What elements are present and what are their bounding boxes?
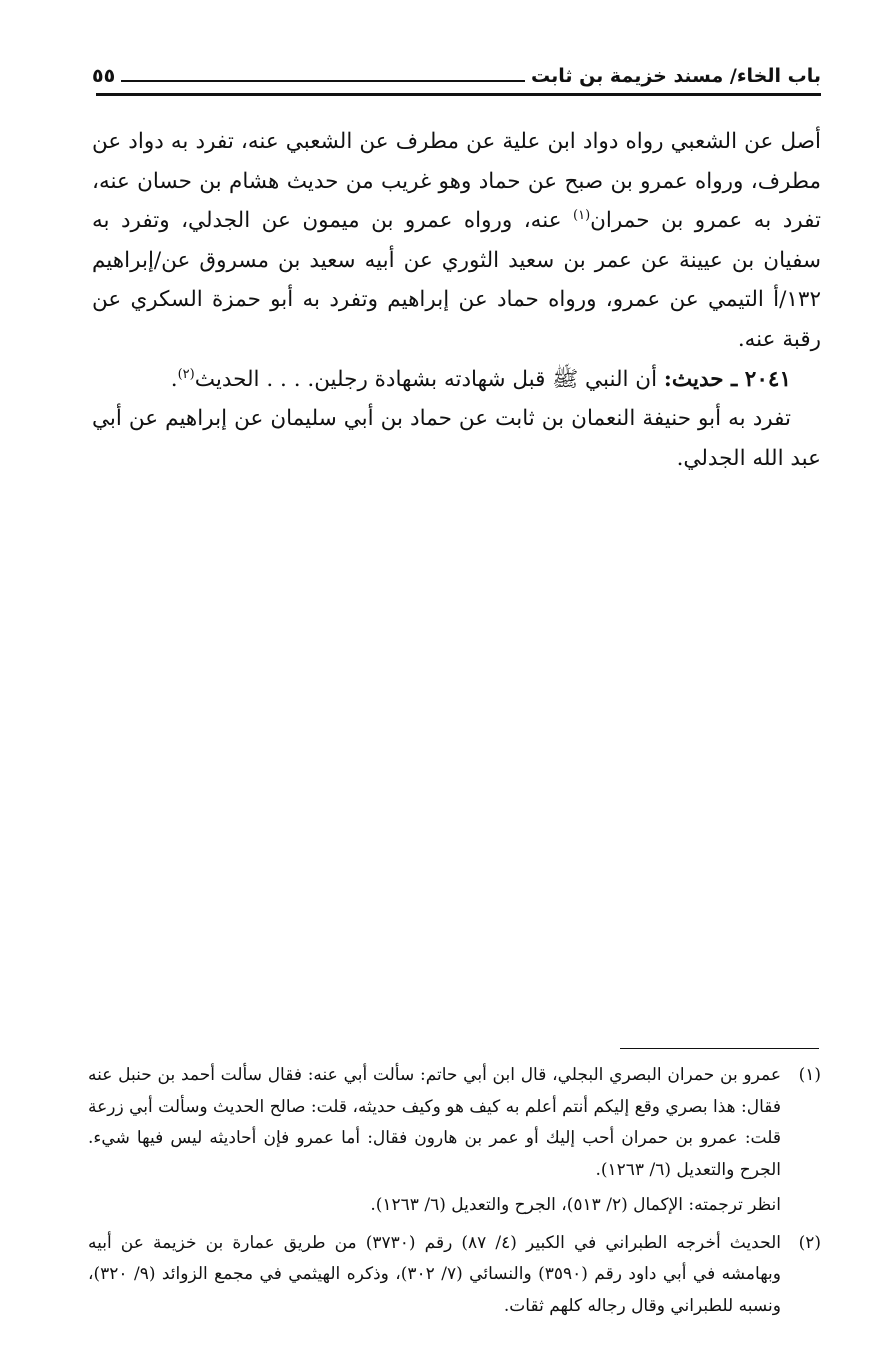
footnote-ref-2[interactable]: (٢) — [177, 366, 195, 382]
header-divider — [96, 93, 821, 96]
footnote-1 — [88, 1060, 821, 1186]
footnotes — [88, 1060, 821, 1322]
footnote-number: (٢) — [798, 1232, 821, 1253]
hadith-end: . — [170, 366, 178, 392]
hadith-entry — [92, 360, 821, 400]
running-header — [92, 52, 821, 88]
paragraph-text: أصل عن الشعبي رواه دواد ابن علية عن مطرف عن الشعبي عنه، تفرد به دواد عن مطرف، ورواه عمرو بن صبح عن حماد وهو غريب من حديث هشام بن حسان عنه، تفرد به عمرو بن حمران — [92, 129, 821, 234]
footnote-number: (١) — [798, 1065, 821, 1085]
hadith-number: ٢٠٤١ ـ حديث: — [663, 366, 791, 392]
hadith-text: أن النبي ﷺ قبل شهادته بشهادة رجلين. . . . الحديث — [194, 366, 664, 392]
footnote-text: عمرو بن حمران البصري البجلي، قال ابن أبي حاتم: سألت أبي عنه: فقال سألت أحمد بن حنبل عنه فقال: هذا بصري وقع إليكم أنتم أعلم به كيف هو وكيف حديثه، قلت: صالح الحديث وسألت أبي زرعة قلت: عمرو بن حمران أحب إليك أو عمر بن هارون فقال: أما عمرو فإن أحاديثه ليس فيها شيء. الجرح والتعديل (٦/ ١٢٦٣). — [88, 1065, 781, 1180]
footnote-divider — [620, 1048, 819, 1049]
footnote-1-extra: انظر ترجمته: الإكمال (٢/ ٥١٣)، الجرح والتعديل (٦/ ١٢٦٣). — [370, 1195, 781, 1215]
footnote-text: الحديث أخرجه الطبراني في الكبير (٤/ ٨٧) رقم (٣٧٣٠) من طريق عمارة بن خزيمة عن أبيه وبهامشه في أبي داود رقم (٣٥٩٠) والنسائي (٧/ ٣٠٢)، وذكره الهيثمي في مجمع الزوائد (٩/ ٣٢٠)، ونسبه للطبراني وقال رجاله كلهم ثقات. — [88, 1232, 781, 1316]
header-title-rule — [121, 80, 525, 82]
paragraph-transmission — [92, 122, 821, 360]
paragraph-text-cont: عنه، ورواه عمرو بن ميمون عن الجدلي، وتفرد به سفيان بن عيينة عن عمر بن سعيد الثوري عن أبيه سعيد بن مسروق عن/إبراهيم ١٣٢/أ التيمي عن عمرو، ورواه حماد عن إبراهيم وتفرد به أبو حمزة السكري عن رقبة عنه. — [92, 208, 821, 352]
paragraph-commentary: تفرد به أبو حنيفة النعمان بن ثابت عن حماد بن أبي سليمان عن إبراهيم عن أبي عبد الله الجدلي. — [92, 406, 821, 471]
page-number: ٥٥ — [92, 65, 116, 87]
footnote-ref-1[interactable]: (١) — [573, 208, 591, 224]
footnote-2 — [88, 1228, 821, 1323]
main-text — [92, 122, 821, 478]
chapter-title: باب الخاء/ مسند خزيمة بن ثابت — [530, 65, 821, 87]
